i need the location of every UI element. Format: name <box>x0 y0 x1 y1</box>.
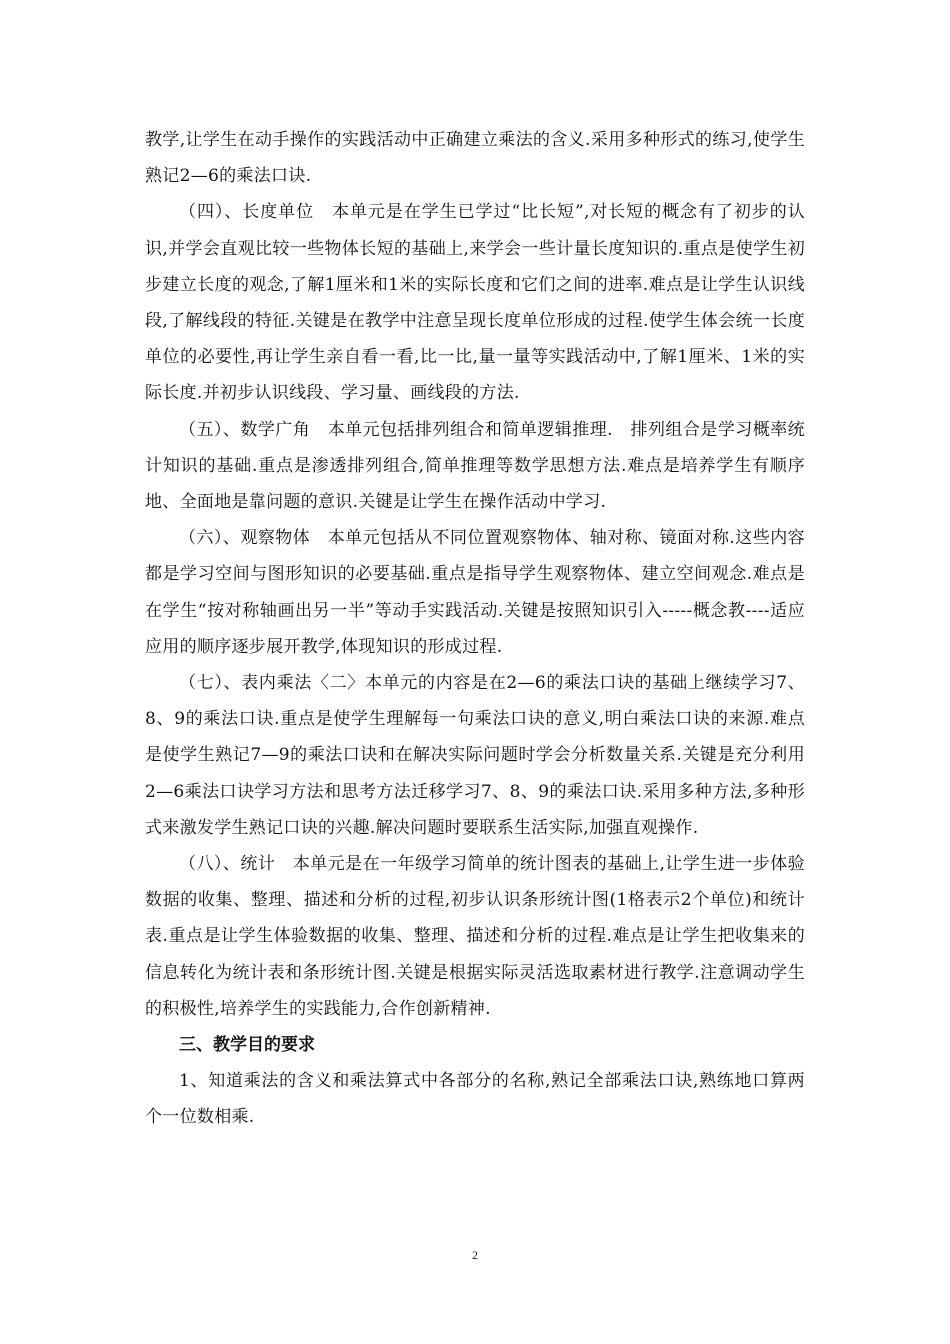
page-number: 2 <box>472 1248 478 1262</box>
paragraph-unit-5-math-corner: （五）、数学广角 本单元包括排列组合和简单逻辑推理. 排列组合是学习概率统计知识的基础.重点是渗透排列组合,简单推理等数学思想方法.难点是培养学生有顺序地、全面地是靠问题的意识.关键是让学生在操作活动中学习. <box>145 419 805 513</box>
paragraph-unit-6-observation: （六）、观察物体 本单元包括从不同位置观察物体、轴对称、镜面对称.这些内容都是学习空间与图形知识的必要基础.重点是指导学生观察物体、建立空间观念.难点是在学生“按对称轴画出另一半”等动手实践活动.关键是按照知识引入-----概念教----适应应用的顺序逐步展开教学,体现知识的形成过程. <box>145 528 805 657</box>
document-body <box>145 122 805 1136</box>
paragraph-unit-4-length: （四）、长度单位 本单元是在学生已学过“比长短”,对长短的概念有了初步的认识,并学会直观比较一些物体长短的基础上,来学会一些计量长度知识的.重点是使学生初步建立长度的观念,了解1厘米和1米的实际长度和它们之间的进率.难点是让学生认识线段,了解线段的特征.关键是在教学中注意呈现长度单位形成的过程.使学生体会统一长度单位的必要性,再让学生亲自看一看,比一比,量一量等实践活动中,了解1厘米、1米的实际长度.并初步认识线段、学习量、画线段的方法. <box>145 202 805 404</box>
paragraph-unit-8-statistics: （八）、统计 本单元是在一年级学习简单的统计图表的基础上,让学生进一步体验数据的收集、整理、描述和分析的过程,初步认识条形统计图(1格表示2个单位)和统计表.重点是让学生体验数据的收集、整理、描述和分析的过程.难点是让学生把收集来的信息转化为统计表和条形统计图.关键是根据实际灵活选取素材进行教学.注意调动学生的积极性,培养学生的实践能力,合作创新精神. <box>145 854 805 1019</box>
list-item: 1、知道乘法的含义和乘法算式中各部分的名称,熟记全部乘法口诀,熟练地口算两个一位数相乘. <box>145 1071 805 1128</box>
paragraph-continuation: 教学,让学生在动手操作的实践活动中正确建立乘法的含义.采用多种形式的练习,使学生熟记2—6的乘法口诀. <box>145 130 805 187</box>
section-heading: 三、教学目的要求 <box>179 1035 315 1056</box>
paragraph-unit-7-multiplication: （七）、表内乘法〈二〉本单元的内容是在2—6的乘法口诀的基础上继续学习7、8、9的乘法口诀.重点是使学生理解每一句乘法口诀的意义,明白乘法口诀的来源.难点是使学生熟记7—9的乘法口诀和在解决实际问题时学会分析数量关系.关键是充分利用2—6乘法口诀学习方法和思考方法迁移学习7、8、9的乘法口诀.采用多种方法,多种形式来激发学生熟记口诀的兴趣.解决问题时要联系生活实际,加强直观操作. <box>145 673 805 838</box>
